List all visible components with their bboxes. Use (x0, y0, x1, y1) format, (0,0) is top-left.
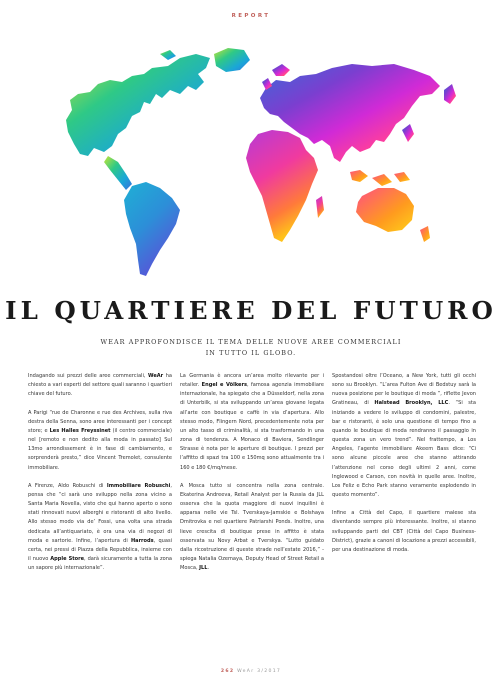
highlighted-name: JLL (199, 565, 208, 572)
paragraph-text: ha chiesto a vari esperti del settore quali saranno i quartieri chiave del futuro. (28, 373, 172, 398)
australia-shape (356, 188, 414, 232)
paragraph-text: A Parigi “rue de Charonne e rue des Archives, sulla riva destra della Senna, sono aree interessanti per i concept store; e (28, 409, 172, 434)
paragraph-text: La Germania è ancora un’area molto rilevante per i retailer. (180, 373, 324, 389)
paragraph-text: , darà sicuramente a tutta la zona un sapore più internazionale”. (28, 556, 173, 572)
south-america-shape (124, 182, 180, 276)
world-map-gradient-icon (0, 24, 502, 282)
highlighted-name: Les Halles Freyssinet (49, 427, 111, 434)
paragraph-text: Infine a Città del Capo, il quartiere malese sta diventando sempre più interessante. Inoltre, si stanno sviluppando parti del CBT (Città del Capo Business-District), grazie a canoni di locazione a prezzi accessibili, per una destinazione di moda. (332, 510, 476, 553)
highlighted-name: Halstead Brooklyn, LLC (374, 400, 449, 407)
paragraph-text: . (207, 565, 210, 572)
text-column-1 (28, 372, 172, 583)
paragraph (28, 409, 172, 473)
paragraph-text: . “Si sta iniziando a vedere lo sviluppo di condomini, palestre, bar e ristoranti, è solo una questione di tempo fino a quando le boutique di moda rendranno il passaggio in questa zona un vero trend”. Nel frattempo, a Los Angeles, l’agente immobiliare Akeem Bass dice: “Ci sono alcune piccole aree che stanno attirando l’attenzione nel corso degli ultimi 2 anni, come Inglewood e Carson, con novità in quelle aree. Inoltre, Los Feliz e Echo Park stanno veramente esplodendo in questo momento”. (332, 400, 476, 499)
paragraph-text: (il centro commerciale) nel [remoto e non dedito alla moda in passato] Sul 13mo arrondissement è in fase di cambiamento, e sorprenderà presto,” dice Vincent Tremolet, consulente immobiliare. (28, 427, 172, 471)
paragraph (332, 509, 476, 555)
page-number: 262 (220, 669, 235, 674)
highlighted-name: Apple Store (50, 556, 85, 563)
text-column-3 (332, 372, 476, 564)
world-map-illustration (0, 24, 502, 282)
highlighted-name: Engel e Völkers (201, 382, 247, 389)
paragraph-text: Spostandosi oltre l’Oceano, a New York, tutti gli occhi sono su Brooklyn. “L’area Fulton Ave di Bedstuy sarà la nuova posizione per le boutique di moda ”, riflette Jevon Gratineau, di (332, 373, 476, 407)
highlighted-name: Harrods (130, 537, 154, 544)
paragraph-text: , famosa agenzia immobiliare internazionale, ha spiegato che a Düsseldorf, nella zona di Unterbilk, si sta sviluppando un’area giovane legata all’arte con boutique e caffè in via d’apertura. Allo stesso modo, Flingern Nord, precedentemente nota per un alto tasso di criminalità, si sta trasformando in una zona di tendenza. A Monaco di Baviera, Sendlinger Strasse è nota per le aperture di boutique. I prezzi per l’affitto di spazi tra 100 e 150mq sono attualmente tra i 160 e 180 €/mq/mese. (180, 382, 324, 471)
paragraph-text: A Mosca tutto si concentra nella zona centrale. Ekaterina Andreeva, Retail Analyst per la Russia da JLL osserva che la quota maggiore di nuovi inquilini è apparsa nelle vie Tsl. Tverskaya-Jamskie e Bolshaya Dmitrovka e nel quartiere Patriarshi Ponds. Inoltre, una lieve crescita di boutique prese in affitto è stata osservata su Novy Arbat e Tverskya. “Lutto guidato dalla ricostruzione di queste strade nell’estate 2016,” - spiega Natalia Ozemaya, Deputy Head of Street Retail a Mosca, (180, 482, 324, 572)
subheading-line-2: IN TUTTO IL GLOBO. (205, 348, 297, 357)
north-america-shape (66, 54, 210, 156)
page-footer (0, 669, 502, 674)
paragraph (180, 372, 324, 473)
paragraph (28, 482, 172, 574)
africa-shape (246, 130, 318, 242)
subheading (100, 337, 402, 358)
paragraph-text: , quasi certa, nei pressi di Piazza della Repubblica, insieme con il nuovo (28, 537, 172, 563)
paragraph-text: , pensa che “ci sarà uno sviluppo nella zona vicino a Santa Maria Novella, visto che qui hanno aperto o sono stati rinnovati nuovi alberghi e ristoranti di alto livello. Allo stesso modo via de’ Fossi, una volta una strada dedicata all’antiquariato, è ora una via di negozi di moda e sartorie. Infine, l’apertura di (28, 482, 172, 544)
paragraph-text: Indagando sui prezzi delle aree commerciali, (28, 373, 148, 379)
page-title: IL QUARTIERE DEL FUTURO (5, 296, 497, 325)
paragraph-text: A Firenze, Aldo Robuschi di (28, 482, 107, 489)
section-kicker: REPORT (231, 13, 271, 19)
paragraph (28, 372, 172, 399)
paragraph (180, 482, 324, 574)
paragraph (332, 372, 476, 500)
text-column-2 (180, 372, 324, 583)
highlighted-name: Immobiliare Robuschi (106, 482, 171, 489)
subheading-line-1: WEAR APPROFONDISCE IL TEMA DELLE NUOVE AREE COMMERCIALI (100, 338, 402, 346)
highlighted-name: WeAr (147, 373, 164, 379)
publication-issue: WeAr 3/2017 (237, 669, 282, 674)
